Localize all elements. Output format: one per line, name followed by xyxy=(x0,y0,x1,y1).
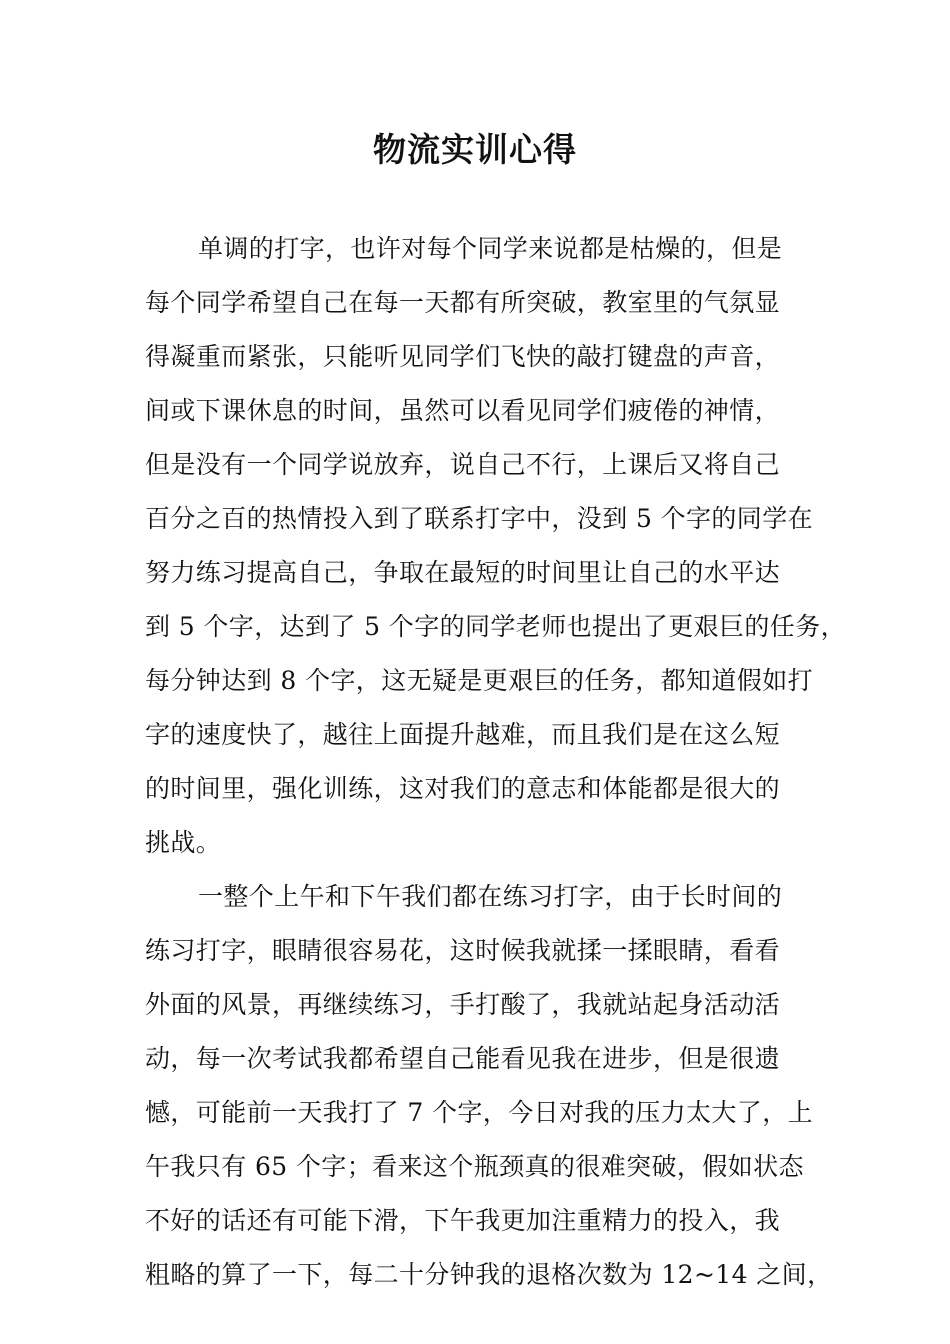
paragraph-1-line-2: 每个同学希望自己在每一天都有所突破，教室里的气氛显 xyxy=(145,288,781,317)
paragraph-1-line-9: 每分钟达到 8 个字，这无疑是更艰巨的任务，都知道假如打 xyxy=(145,666,814,695)
paragraph-2-line-6: 午我只有 65 个字；看来这个瓶颈真的很难突破，假如状态 xyxy=(145,1152,804,1181)
paragraph-1-line-6: 百分之百的热情投入到了联系打字中，没到 5 个字的同学在 xyxy=(145,504,814,533)
paragraph-2-line-4: 动，每一次考试我都希望自己能看见我在进步，但是很遗 xyxy=(145,1044,781,1073)
paragraph-2-line-2: 练习打字，眼睛很容易花，这时候我就揉一揉眼睛，看看 xyxy=(145,936,781,965)
paragraph-2-line-3: 外面的风景，再继续练习，手打酸了，我就站起身活动活 xyxy=(145,990,781,1019)
paragraph-2-line-8: 粗略的算了一下，每二十分钟我的退格次数为 12~14 之间， xyxy=(145,1260,833,1289)
paragraph-1-line-1: 单调的打字，也许对每个同学来说都是枯燥的，但是 xyxy=(198,234,783,263)
paragraph-1-line-5: 但是没有一个同学说放弃，说自己不行，上课后又将自己 xyxy=(145,450,781,479)
paragraph-2-line-1: 一整个上午和下午我们都在练习打字，由于长时间的 xyxy=(198,882,783,911)
paragraph-1-line-7: 努力练习提高自己，争取在最短的时间里让自己的水平达 xyxy=(145,558,781,587)
paragraph-1-line-3: 得凝重而紧张，只能听见同学们飞快的敲打键盘的声音， xyxy=(145,342,781,371)
paragraph-1-line-8: 到 5 个字，达到了 5 个字的同学老师也提出了更艰巨的任务， xyxy=(145,612,847,641)
paragraph-2-line-7: 不好的话还有可能下滑，下午我更加注重精力的投入，我 xyxy=(145,1206,781,1235)
paragraph-1-line-12: 挑战。 xyxy=(145,828,222,857)
paragraph-1-line-10: 字的速度快了，越往上面提升越难，而且我们是在这么短 xyxy=(145,720,781,749)
paragraph-1-line-11: 的时间里，强化训练，这对我们的意志和体能都是很大的 xyxy=(145,774,781,803)
paragraph-1-line-4: 间或下课休息的时间，虽然可以看见同学们疲倦的神情， xyxy=(145,396,781,425)
document-body xyxy=(145,222,847,1302)
document-title: 物流实训心得 xyxy=(373,130,577,169)
paragraph-2-line-5: 憾，可能前一天我打了 7 个字，今日对我的压力太大了，上 xyxy=(145,1098,814,1127)
